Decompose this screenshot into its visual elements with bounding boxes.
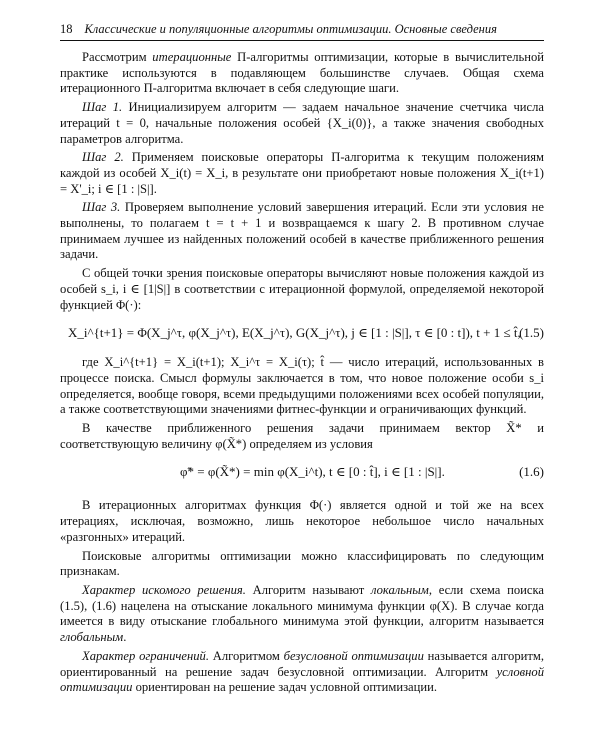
equation-1-5-formula: X_i^{t+1} = Φ(X_j^τ, φ(X_j^τ), E(X_j^τ), G(X_j^τ), j ∈ [1 : |S|], τ ∈ [0 : t]), t + 1 ≤ t̂, xyxy=(68,325,521,341)
equation-1-6 xyxy=(60,462,544,488)
paragraph-iterative-function: В итерационных алгоритмах функция Φ(·) является одной и той же на всех итерациях, исключая, возможно, лишь некоторое небольшое число начальных «разгонных» итераций. xyxy=(60,498,544,544)
step-2-label: Шаг 2. xyxy=(82,150,124,165)
page-body xyxy=(60,50,544,696)
emphasis-iterative: итерационные xyxy=(152,50,232,64)
solution-character-label: Характер искомого решения. xyxy=(82,582,246,597)
paragraph-approx-solution: В качестве приближенного решения задачи принимаем вектор X̃* и соответствующую величину φ(X̃*) определяем из условия xyxy=(60,421,544,451)
running-header xyxy=(60,22,544,41)
paragraph-step-3: Шаг 3. Проверяем выполнение условий завершения итераций. Если эти условия не выполнены, то полагаем t = t + 1 и возвращаемся к шагу 2. В противном случае принимаем лучшее из найденных положений особей в качестве приближенного решения задачи. xyxy=(60,200,544,262)
step-1-label: Шаг 1. xyxy=(82,100,123,115)
paragraph-step-2: Шаг 2. Применяем поисковые операторы П-алгоритма к текущим положениям каждой из особей X_i(t) = X_i, в результате они приобретают новые положения X_i(t+1) = X'_i; i ∈ [1 : |S|]. xyxy=(60,150,544,196)
paragraph-solution-character: Характер искомого решения. Алгоритм называют локальным, если схема поиска (1.5), (1.6) нацелена на отыскание локального минимума функции φ(X). В случае когда имеется в виду отыскание глобального минимума этой функции, алгоритм называется глобальным. xyxy=(60,582,544,645)
paragraph-where: где X_i^{t+1} = X_i(t+1); X_i^τ = X_i(τ); t̂ — число итераций, использованных в процессе поиска. Смысл формулы заключается в том, что новое положение особи s_i определяется, вообще говоря, всеми предыдущими положениями всех особей популяции, а также соответствующими значениями фитнес-функции и ограничивающих функций. xyxy=(60,355,544,417)
paragraph-classification: Поисковые алгоритмы оптимизации можно классифицировать по следующим признакам. xyxy=(60,548,544,579)
paragraph-step-1: Шаг 1. Инициализируем алгоритм — задаем начальное значение счетчика числа итераций t = 0, начальные положения особей {X_i(0)}, а также значения свободных параметров алгоритма. xyxy=(60,100,544,146)
equation-1-5-number: (1.5) xyxy=(519,325,544,341)
paragraph-intro: Рассмотрим итерационные П-алгоритмы оптимизации, которые в вычислительной практике используются в подавляющем большинстве случаев. Общая схема итерационного П-алгоритма включает в себя следующие шаги. xyxy=(60,50,544,96)
constraints-character-label: Характер ограничений. xyxy=(82,648,210,663)
running-title: Классические и популяционные алгоритмы оптимизации. Основные сведения xyxy=(84,22,497,36)
equation-1-6-number: (1.6) xyxy=(519,464,544,480)
equation-1-5 xyxy=(60,323,544,345)
paragraph-operators: С общей точки зрения поисковые операторы вычисляют новые положения каждой из особей s_i, i ∈ [1|S|] в соответствии с итерационной формулой, определяемой некоторой функцией Φ(·): xyxy=(60,266,544,312)
book-page xyxy=(60,22,544,696)
equation-1-6-formula: φ̃* = φ(X̃*) = min φ(X_i^t), t ∈ [0 : t̂], i ∈ [1 : |S|]. xyxy=(180,464,445,480)
step-3-label: Шаг 3. xyxy=(82,200,121,215)
page-number: 18 xyxy=(60,22,73,36)
paragraph-constraints-character: Характер ограничений. Алгоритмом безусловной оптимизации называется алгоритм, ориентированный на решение задач безусловной оптимизации. Алгоритм условной оптимизации ориентирован на решение задач условной оптимизации. xyxy=(60,648,544,695)
